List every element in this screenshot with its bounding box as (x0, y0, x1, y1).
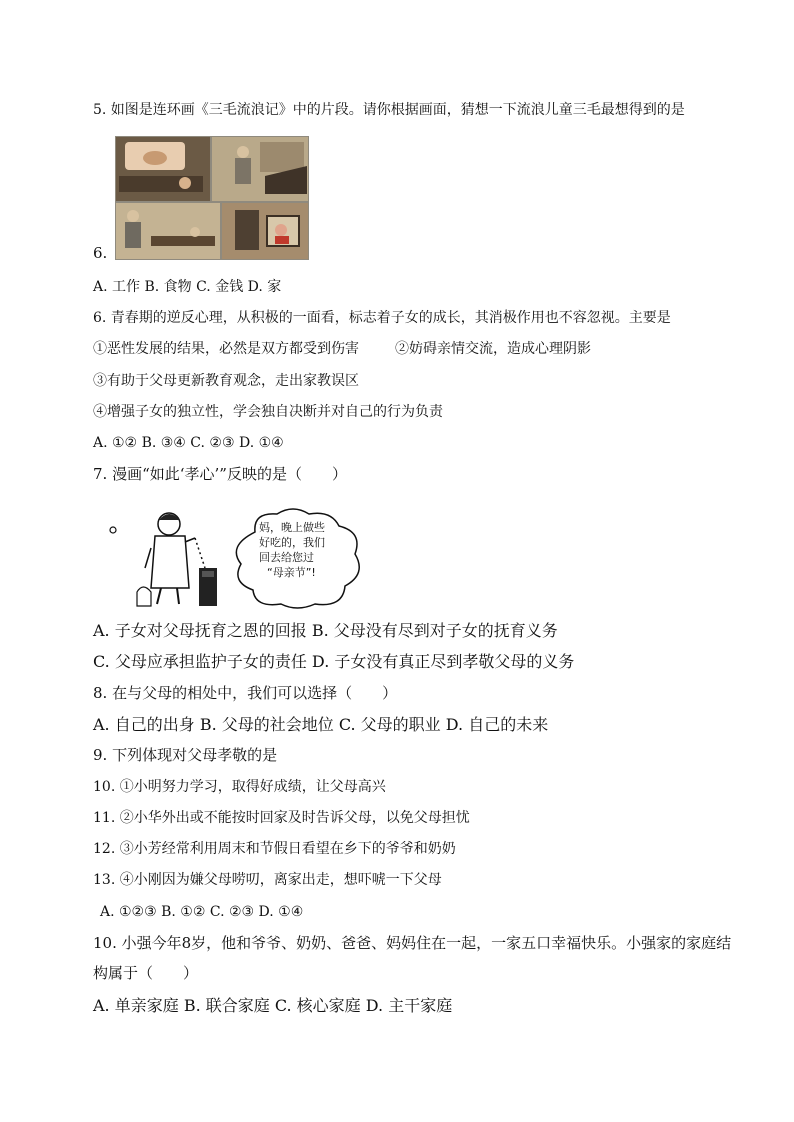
q5-stem: 5. 如图是连环画《三毛流浪记》中的片段。请你根据画面，猜想一下流浪儿童三毛最想得到的是 (93, 102, 685, 118)
q7-stem: 7. 漫画“如此‘孝心’”反映的是（ ） (93, 465, 347, 483)
q10-stem-line-2: 构属于（ ） (93, 964, 199, 982)
q10-options: A. 单亲家庭 B. 联合家庭 C. 核心家庭 D. 主干家庭 (93, 996, 453, 1015)
q6-item-4: ④增强子女的独立性，学会独自决断并对自己的行为负责 (93, 404, 443, 420)
q6-item-2: ②妨碍亲情交流，造成心理阴影 (395, 341, 591, 357)
q9-stem: 9. 下列体现对父母孝敬的是 (93, 746, 278, 764)
q10-stem-line-1: 10. 小强今年8岁，他和爷爷、奶奶、爸爸、妈妈住在一起，一家五口幸福快乐。小强家的家庭结 (93, 934, 732, 952)
speech-line: 妈，晚上做些 (259, 521, 325, 534)
comic-strip-image (115, 136, 309, 260)
q8-options: A. 自己的出身 B. 父母的社会地位 C. 父母的职业 D. 自己的未来 (93, 715, 549, 734)
q9-item-3: 12. ③小芳经常利用周末和节假日看望在乡下的爷爷和奶奶 (93, 841, 456, 857)
q6-options: A. ①② B. ③④ C. ②③ D. ①④ (93, 435, 284, 451)
cartoon-drawing (105, 508, 367, 612)
q5-image-number: 6. (93, 244, 108, 262)
q9-options: A. ①②③ B. ①② C. ②③ D. ①④ (100, 904, 304, 920)
q6-item-1: ①恶性发展的结果，必然是双方都受到伤害 (93, 341, 359, 357)
q9-item-4: 13. ④小刚因为嫌父母唠叨，离家出走，想吓唬一下父母 (93, 872, 442, 888)
q7-options-line-2: C. 父母应承担监护子女的责任 D. 子女没有真正尽到孝敬父母的义务 (93, 652, 575, 671)
speech-bubble (259, 520, 325, 580)
speech-line: 好吃的，我们 (259, 536, 325, 549)
q8-stem: 8. 在与父母的相处中，我们可以选择（ ） (93, 684, 398, 702)
q9-item-1: 10. ①小明努力学习，取得好成绩，让父母高兴 (93, 779, 386, 795)
q6-stem: 6. 青春期的逆反心理，从积极的一面看，标志着子女的成长，其消极作用也不容忽视。主要是 (93, 310, 671, 326)
speech-line: “母亲节”! (267, 566, 316, 579)
q5-options: A. 工作 B. 食物 C. 金钱 D. 家 (93, 279, 282, 295)
q6-item-3: ③有助于父母更新教育观念，走出家教误区 (93, 373, 359, 389)
speech-line: 回去给您过 (259, 551, 314, 564)
q7-options-line-1: A. 子女对父母抚育之恩的回报 B. 父母没有尽到对子女的抚育义务 (93, 621, 558, 640)
mothers-day-cartoon (105, 508, 367, 612)
q9-item-2: 11. ②小华外出或不能按时回家及时告诉父母，以免父母担忧 (93, 810, 470, 826)
